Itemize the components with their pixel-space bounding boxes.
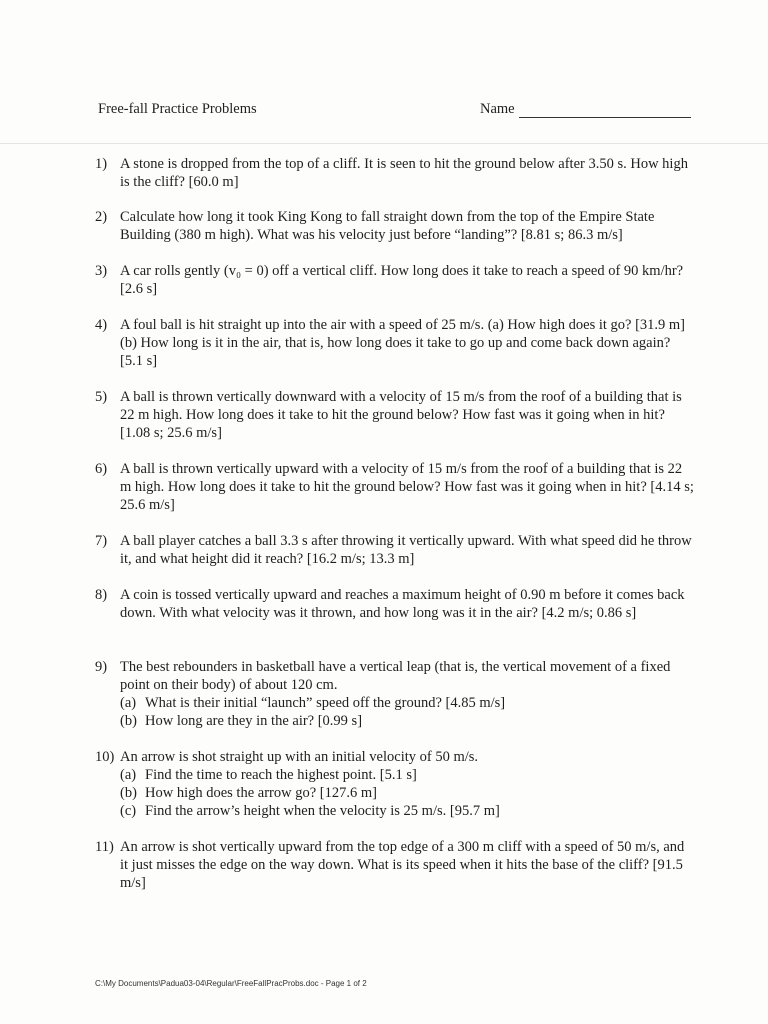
problem-item bbox=[95, 748, 695, 820]
problem-subpart bbox=[120, 694, 695, 712]
problem-number: 10) bbox=[95, 749, 115, 765]
problem-item bbox=[95, 388, 695, 442]
subpart-label: (a) bbox=[120, 767, 137, 783]
subpart-text: How long are they in the air? [0.99 s] bbox=[145, 713, 363, 729]
problem-number: 3) bbox=[95, 263, 108, 279]
problem-text: The best rebounders in basketball have a vertical leap (that is, the vertical movement of a fixed point on their body) of about 120 cm. bbox=[120, 659, 671, 693]
problem-item bbox=[95, 586, 695, 622]
problem-item bbox=[95, 532, 695, 568]
problem-item bbox=[95, 460, 695, 514]
name-label: Name bbox=[480, 101, 515, 117]
problem-text: A ball player catches a ball 3.3 s after throwing it vertically upward. With what speed did he throw it, and what height did it reach? [16.2 m/s; 13.3 m] bbox=[120, 533, 692, 567]
problem-number: 4) bbox=[95, 317, 108, 333]
document-title: Free-fall Practice Problems bbox=[98, 101, 257, 117]
problem-subpart bbox=[120, 766, 695, 784]
problem-text: Calculate how long it took King Kong to fall straight down from the top of the Empire State Building (380 m high). What was his velocity just before “landing”? [8.81 s; 86.3 m/s] bbox=[120, 209, 655, 243]
subpart-text: Find the arrow’s height when the velocity is 25 m/s. [95.7 m] bbox=[145, 803, 500, 819]
problem-text: A coin is tossed vertically upward and reaches a maximum height of 0.90 m before it comes back down. With what velocity was it thrown, and how long was it in the air? [4.2 m/s; 0.86 s] bbox=[120, 587, 685, 621]
problem-text: A stone is dropped from the top of a cliff. It is seen to hit the ground below after 3.50 s. How high is the cliff? [60.0 m] bbox=[120, 156, 688, 190]
subpart-label: (b) bbox=[120, 785, 137, 801]
problem-number: 8) bbox=[95, 587, 108, 603]
problem-item bbox=[95, 155, 695, 191]
problem-number: 7) bbox=[95, 533, 108, 549]
problem-number: 6) bbox=[95, 461, 108, 477]
problem-text: An arrow is shot straight up with an initial velocity of 50 m/s. bbox=[120, 749, 479, 765]
problem-number: 5) bbox=[95, 389, 108, 405]
document-footer: C:\My Documents\Padua03-04\Regular\FreeFallPracProbs.doc - Page 1 of 2 bbox=[95, 979, 367, 988]
problem-item bbox=[95, 838, 695, 892]
problem-item bbox=[95, 658, 695, 730]
subpart-label: (b) bbox=[120, 713, 137, 729]
subpart-text: How high does the arrow go? [127.6 m] bbox=[145, 785, 377, 801]
problem-subpart bbox=[120, 784, 695, 802]
problem-item bbox=[95, 316, 695, 370]
subpart-label: (a) bbox=[120, 695, 137, 711]
subpart-label: (c) bbox=[120, 803, 137, 819]
subpart-text: Find the time to reach the highest point. [5.1 s] bbox=[145, 767, 417, 783]
problem-text: A ball is thrown vertically downward with a velocity of 15 m/s from the roof of a building that is 22 m high. How long does it take to hit the ground below? How fast was it going when in hit? [1.08 s; 25.6 m/s] bbox=[120, 389, 682, 441]
subpart-text: What is their initial “launch” speed off the ground? [4.85 m/s] bbox=[145, 695, 506, 711]
problem-item bbox=[95, 208, 695, 244]
problem-text: A car rolls gently (v₀ = 0) off a vertical cliff. How long does it take to reach a speed of 90 km/hr? [2.6 s] bbox=[120, 263, 684, 297]
problem-text: An arrow is shot vertically upward from the top edge of a 300 m cliff with a speed of 50 m/s, and it just misses the edge on the way down. What is its speed when it hits the base of the cliff? [91.5 m/s] bbox=[120, 839, 685, 891]
problem-subpart bbox=[120, 712, 695, 730]
problem-text: A ball is thrown vertically upward with a velocity of 15 m/s from the roof of a building that is 22 m high. How long does it take to hit the ground below? How fast was it going when in hit? [4.14 s; 25.6 m/s] bbox=[120, 461, 694, 513]
problem-subpart bbox=[120, 802, 695, 820]
name-blank-line bbox=[519, 103, 691, 118]
problem-item bbox=[95, 262, 695, 298]
problem-number: 11) bbox=[95, 839, 114, 855]
problem-number: 9) bbox=[95, 659, 108, 675]
scan-divider bbox=[0, 143, 768, 144]
name-field bbox=[480, 101, 691, 118]
problem-number: 2) bbox=[95, 209, 108, 225]
problem-text: A foul ball is hit straight up into the air with a speed of 25 m/s. (a) How high does it go? [31.9 m] (b) How long is it in the air, that is, how long does it take to go up and come back down again? [5.1 s] bbox=[120, 317, 686, 369]
problem-number: 1) bbox=[95, 156, 108, 172]
